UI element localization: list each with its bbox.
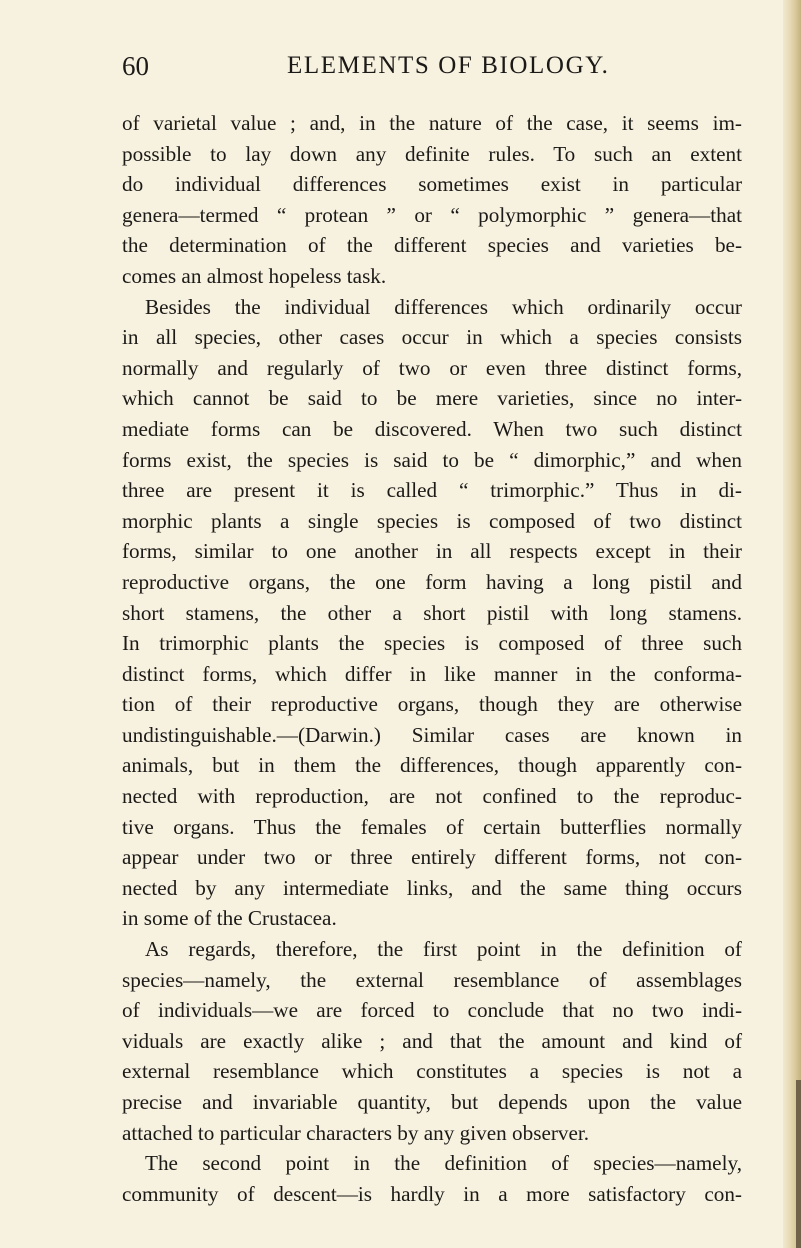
text-line: distinct forms, which differ in like manner in the conforma- <box>122 661 742 686</box>
text-line: nected with reproduction, are not confined to the reproduc- <box>122 784 742 809</box>
text-line: precise and invariable quantity, but depends upon the value <box>122 1090 742 1114</box>
text-line: reproductive organs, the one form having a long pistil and <box>122 569 742 594</box>
text-line: community of descent—is hardly in a more satisfactory con- <box>122 1181 742 1206</box>
text-line: Besides the individual differences which ordinarily occur <box>145 294 742 319</box>
text-line: three are present it is called “ trimorphic.” Thus in di- <box>122 478 742 503</box>
running-head: ELEMENTS OF BIOLOGY. <box>287 52 610 79</box>
text-line: forms exist, the species is said to be “ dimorphic,” and when <box>122 447 742 472</box>
page-edge-dark-band <box>796 1080 801 1248</box>
text-line: the determination of the different species and varieties be- <box>122 233 742 258</box>
page-number: 60 <box>122 51 149 81</box>
text-line: which cannot be said to be mere varieties, since no inter- <box>122 386 742 411</box>
text-line: mediate forms can be discovered. When two such distinct <box>122 416 742 441</box>
paragraph-3 <box>122 934 742 1148</box>
text-line: appear under two or three entirely different forms, not con- <box>122 845 742 870</box>
paragraph-4 <box>122 1148 742 1209</box>
text-line: undistinguishable.—(Darwin.) Similar cases are known in <box>122 722 742 747</box>
text-line: As regards, therefore, the first point in the definition of <box>145 937 742 962</box>
text-line: of individuals—we are forced to conclude that no two indi- <box>122 998 742 1023</box>
paragraph-2 <box>122 292 742 934</box>
text-line: normally and regularly of two or even three distinct forms, <box>122 355 742 380</box>
text-line: nected by any intermediate links, and the same thing occurs <box>122 875 742 900</box>
text-line: viduals are exactly alike ; and that the amount and kind of <box>122 1028 742 1053</box>
text-line: comes an almost hopeless task. <box>122 263 387 288</box>
text-line: species—namely, the external resemblance of assemblages <box>122 967 742 992</box>
text-line: animals, but in them the differences, though apparently con- <box>122 753 742 778</box>
text-line: external resemblance which constitutes a species is not a <box>122 1059 742 1084</box>
text-line: in some of the Crustacea. <box>122 906 337 931</box>
text-line: forms, similar to one another in all respects except in their <box>122 539 742 564</box>
text-line: attached to particular characters by any given observer. <box>122 1120 590 1145</box>
page-edge-shadow <box>783 0 801 1248</box>
page-header <box>122 46 742 86</box>
paragraph-1 <box>122 108 742 292</box>
text-line: of varietal value ; and, in the nature of the case, it seems im- <box>122 111 742 135</box>
body-text <box>122 108 742 1209</box>
text-line: The second point in the definition of species—namely, <box>145 1151 742 1176</box>
text-line: in all species, other cases occur in which a species consists <box>122 325 742 350</box>
text-line: tion of their reproductive organs, though they are otherwise <box>122 692 742 717</box>
text-line: morphic plants a single species is composed of two distinct <box>122 508 742 533</box>
text-line: short stamens, the other a short pistil with long stamens. <box>122 600 742 625</box>
text-line: do individual differences sometimes exist in particular <box>122 172 742 197</box>
text-line: In trimorphic plants the species is composed of three such <box>122 631 742 656</box>
text-line: genera—termed “ protean ” or “ polymorphic ” genera—that <box>122 202 742 227</box>
text-line: possible to lay down any definite rules. To such an extent <box>122 141 742 166</box>
text-line: tive organs. Thus the females of certain butterflies normally <box>122 814 742 839</box>
